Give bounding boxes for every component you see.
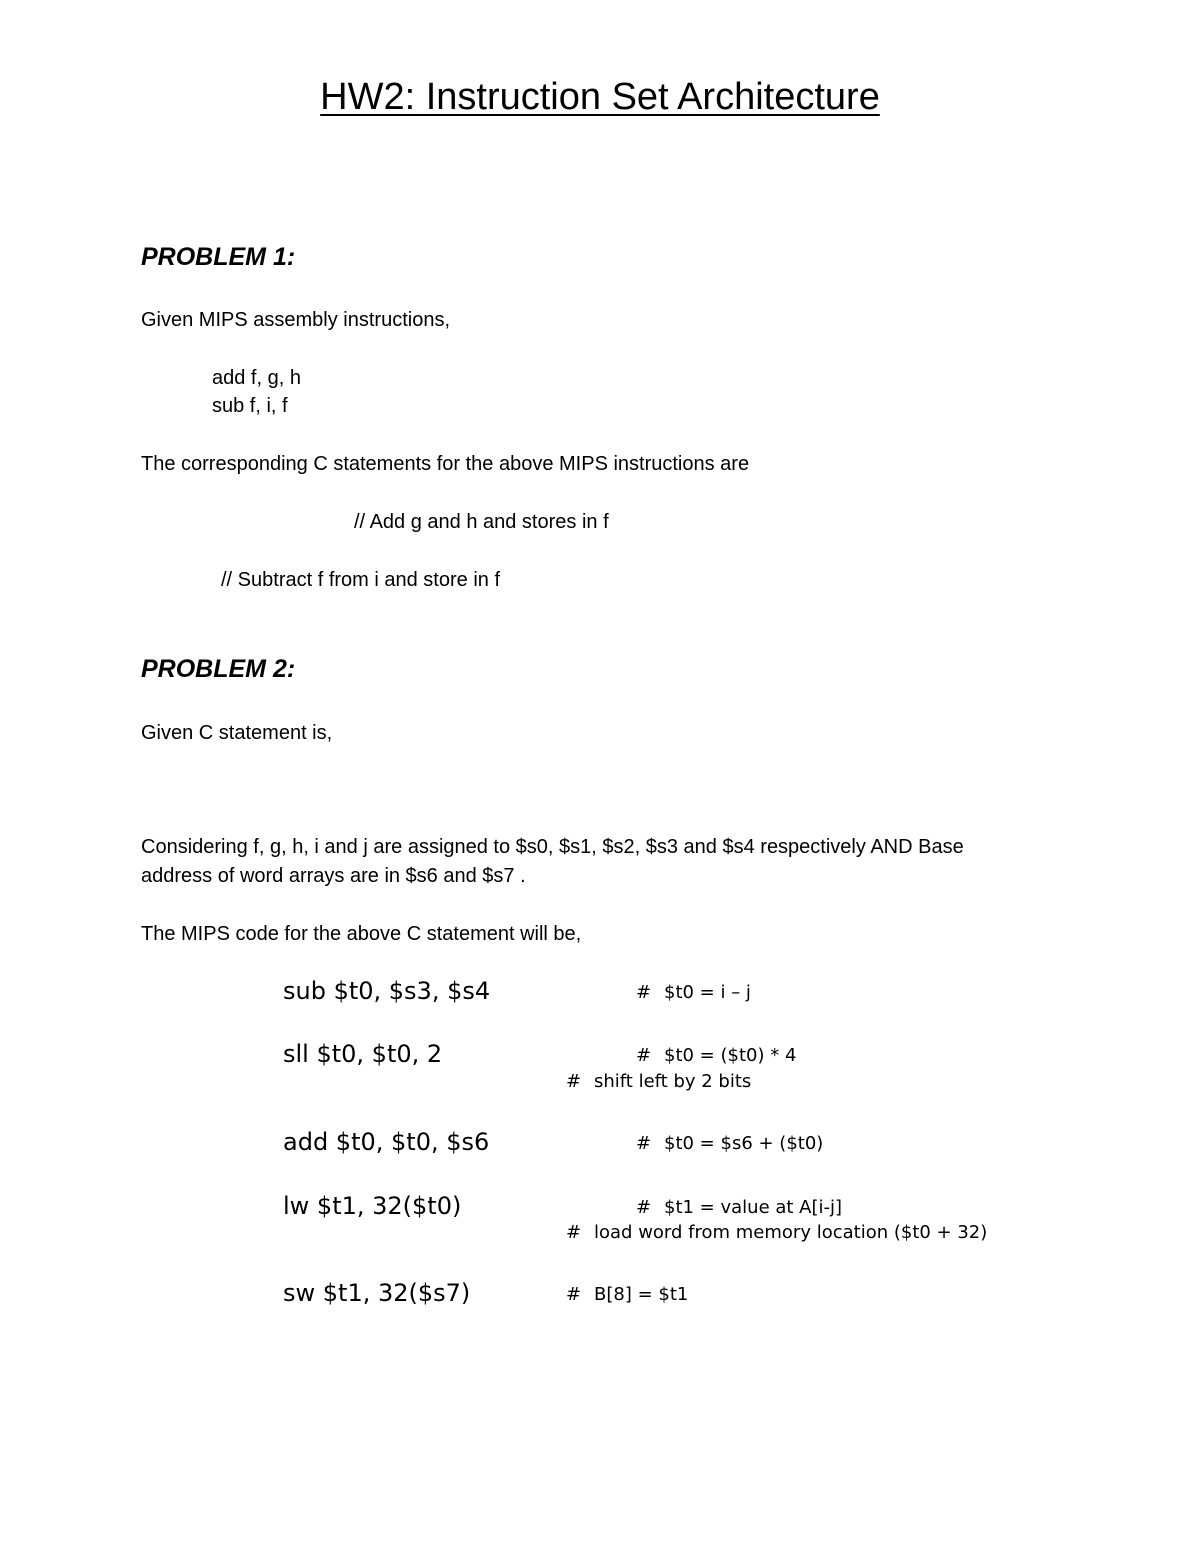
- code-line-sw: sw $t1, 32($s7): [283, 1279, 471, 1307]
- register-assignment-line-2: address of word arrays are in $s6 and $s7 .: [141, 865, 526, 887]
- code-comment-sll: [636, 1045, 796, 1066]
- comment-text: shift left by 2 bits: [594, 1071, 752, 1092]
- register-assignment-line-1: Considering f, g, h, i and j are assigned to $s0, $s1, $s2, $s3 and $s4 respectively AND Base: [141, 836, 964, 858]
- problem-1-heading: PROBLEM 1:: [141, 243, 296, 271]
- comment-hash: #: [636, 1133, 652, 1154]
- code-comment-lw: [636, 1197, 842, 1218]
- code-line-sub: sub $t0, $s3, $s4: [283, 977, 491, 1005]
- problem-1-intro: Given MIPS assembly instructions,: [141, 309, 450, 331]
- document-title: HW2: Instruction Set Architecture: [320, 76, 880, 118]
- mips-instruction-2: sub f, i, f: [212, 395, 288, 417]
- code-line-add: add $t0, $t0, $s6: [283, 1128, 490, 1156]
- problem-2-heading: PROBLEM 2:: [141, 655, 296, 683]
- code-comment-sw: [566, 1284, 688, 1305]
- comment-text: $t0 = ($t0) * 4: [664, 1045, 797, 1066]
- comment-hash: #: [636, 1045, 652, 1066]
- c-comment-subtract: // Subtract f from i and store in f: [221, 569, 501, 591]
- code-line-sll: sll $t0, $t0, 2: [283, 1040, 443, 1068]
- comment-text: $t1 = value at A[i-j]: [664, 1197, 843, 1218]
- code-comment-sub: [636, 982, 751, 1003]
- comment-hash: #: [566, 1284, 582, 1305]
- code-note-lw: [566, 1222, 987, 1243]
- mips-code-intro: The MIPS code for the above C statement will be,: [141, 923, 582, 945]
- comment-text: load word from memory location ($t0 + 32): [594, 1222, 988, 1243]
- comment-hash: #: [566, 1071, 582, 1092]
- c-comment-add: // Add g and h and stores in f: [354, 511, 609, 533]
- comment-hash: #: [566, 1222, 582, 1243]
- code-note-sll: [566, 1071, 751, 1092]
- comment-hash: #: [636, 982, 652, 1003]
- code-comment-add: [636, 1133, 823, 1154]
- problem-2-intro: Given C statement is,: [141, 722, 333, 744]
- comment-text: B[8] = $t1: [594, 1284, 689, 1305]
- code-line-lw: lw $t1, 32($t0): [283, 1192, 462, 1220]
- comment-text: $t0 = $s6 + ($t0): [664, 1133, 824, 1154]
- mips-instruction-1: add f, g, h: [212, 367, 301, 389]
- comment-text: $t0 = i – j: [664, 982, 751, 1003]
- c-statements-intro: The corresponding C statements for the above MIPS instructions are: [141, 453, 750, 475]
- comment-hash: #: [636, 1197, 652, 1218]
